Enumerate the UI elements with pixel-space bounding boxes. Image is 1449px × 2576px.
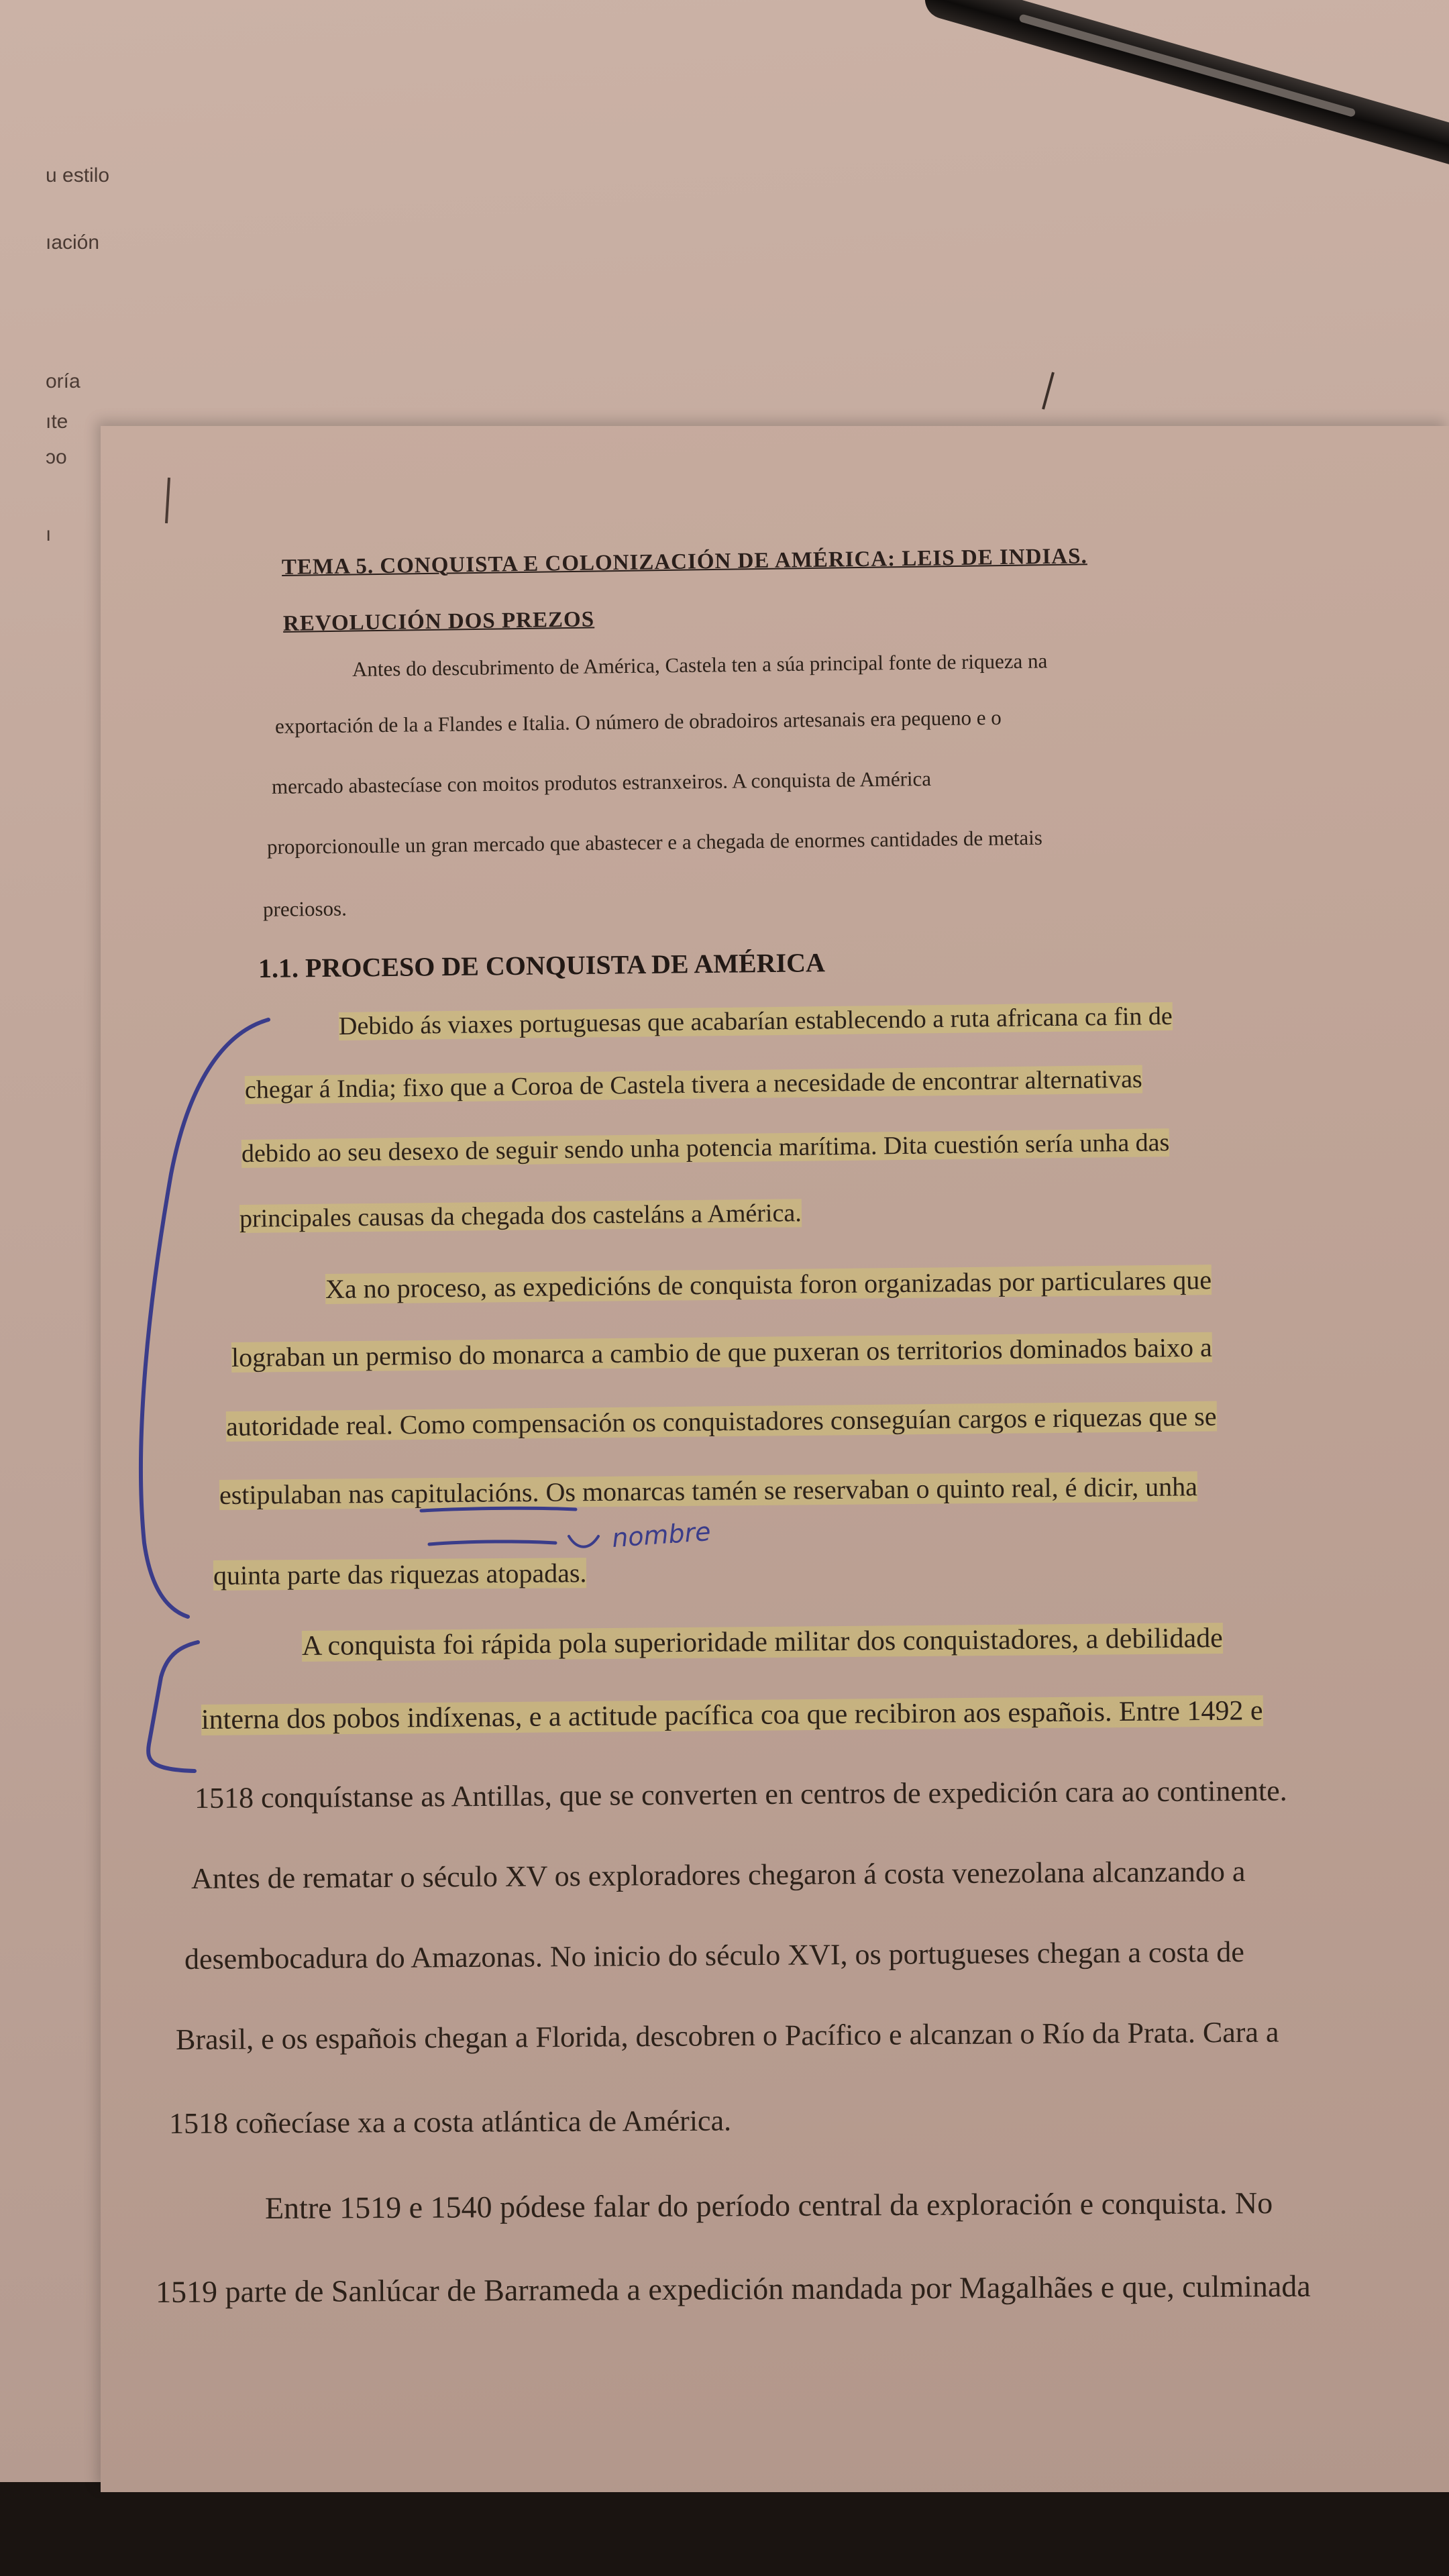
back-pen-mark bbox=[1043, 372, 1053, 409]
intro-line: Antes do descubrimento de América, Castela ten a súa principal fonte de riqueza na bbox=[352, 649, 1048, 681]
back-page-fragment: oría bbox=[46, 370, 80, 392]
back-page-fragment: ıación bbox=[46, 231, 100, 254]
paragraph-3-line: 1518 conquístanse as Antillas, que se converten en centros de expedición cara ao continente. bbox=[194, 1774, 1287, 1815]
intro-line: exportación de la a Flandes e Italia. O número de obradoiros artesanais era pequeno e o bbox=[274, 705, 1002, 738]
highlighted-text: Debido ás viaxes portuguesas que acabarían establecendo a ruta africana ca fin de bbox=[338, 1002, 1173, 1040]
paragraph-bracket-large bbox=[141, 1020, 268, 1617]
intro-line: proporcionoulle un gran mercado que abastecer e a chegada de enormes cantidades de metais bbox=[266, 825, 1043, 859]
back-page-fragment: ı bbox=[46, 523, 52, 545]
highlighted-text: lograban un permiso do monarca a cambio de que puxeran os territorios dominados baixo a bbox=[231, 1332, 1212, 1373]
margin-pen-mark bbox=[166, 478, 169, 523]
note-arrow bbox=[569, 1536, 598, 1547]
paragraph-3-line: 1518 coñecíase xa a costa atlántica de América. bbox=[168, 2104, 732, 2140]
handwritten-note: nombre bbox=[610, 1516, 712, 1554]
document-title-line-2: REVOLUCIÓN DOS PREZOS bbox=[282, 607, 595, 636]
highlighted-text: interna dos pobos indíxenas, e a actitude pacífica coa que recibiron aos españois. Entre 1492 e bbox=[201, 1695, 1263, 1735]
paragraph-3-line: Antes de rematar o século XV os exploradores chegaron á costa venezolana alcanzando a bbox=[191, 1855, 1246, 1895]
intro-line: preciosos. bbox=[262, 896, 347, 921]
highlighted-text: Xa no proceso, as expedicións de conquista foron organizadas por particulares que bbox=[325, 1265, 1212, 1304]
underline-capitulacions-1 bbox=[421, 1508, 576, 1511]
paragraph-3-line: desembocadura do Amazonas. No inicio do século XVI, os portugueses chegan a costa de bbox=[184, 1935, 1245, 1976]
intro-line: mercado abastecíase con moitos produtos estranxeiros. A conquista de América bbox=[271, 766, 932, 798]
highlighted-text: estipulaban nas capitulacións. Os monarcas tamén se reservaban o quinto real, é dicir, unha bbox=[219, 1471, 1198, 1510]
paragraph-3-line: Brasil, e os españois chegan a Florida, descobren o Pacífico e alcanzan o Río da Prata. Cara a bbox=[175, 2015, 1279, 2056]
highlighted-text: principales causas da chegada dos casteláns a América. bbox=[239, 1199, 802, 1233]
highlighted-text: A conquista foi rápida pola superioridade militar dos conquistadores, a debilidade bbox=[301, 1623, 1223, 1662]
underline-capitulacions-2 bbox=[429, 1542, 555, 1544]
highlighted-text: debido ao seu desexo de seguir sendo unha potencia marítima. Dita cuestión sería unha das bbox=[241, 1128, 1170, 1168]
section-heading: 1.1. PROCESO DE CONQUISTA DE AMÉRICA bbox=[258, 947, 826, 983]
back-page-fragment: ɔo bbox=[46, 446, 67, 468]
paragraph-4-line: Entre 1519 e 1540 pódese falar do período central da exploración e conquista. No bbox=[264, 2186, 1273, 2225]
highlighted-text: chegar á India; fixo que a Coroa de Castela tivera a necesidade de encontrar alternativas bbox=[244, 1065, 1142, 1104]
back-page-fragment: u estilo bbox=[46, 164, 110, 186]
paragraph-4-line: 1519 parte de Sanlúcar de Barrameda a expedición mandada por Magalhães e que, culminada bbox=[155, 2268, 1311, 2309]
back-page-fragment: ıte bbox=[46, 411, 68, 433]
highlighted-text: quinta parte das riquezas atopadas. bbox=[213, 1558, 587, 1591]
document-title-line-1: TEMA 5. CONQUISTA E COLONIZACIÓN DE AMÉRICA: LEIS DE INDIAS. bbox=[281, 544, 1087, 580]
highlighted-text: autoridade real. Como compensación os conquistadores conseguían cargos e riquezas que se bbox=[225, 1401, 1217, 1442]
paragraph-bracket-small bbox=[148, 1642, 198, 1771]
